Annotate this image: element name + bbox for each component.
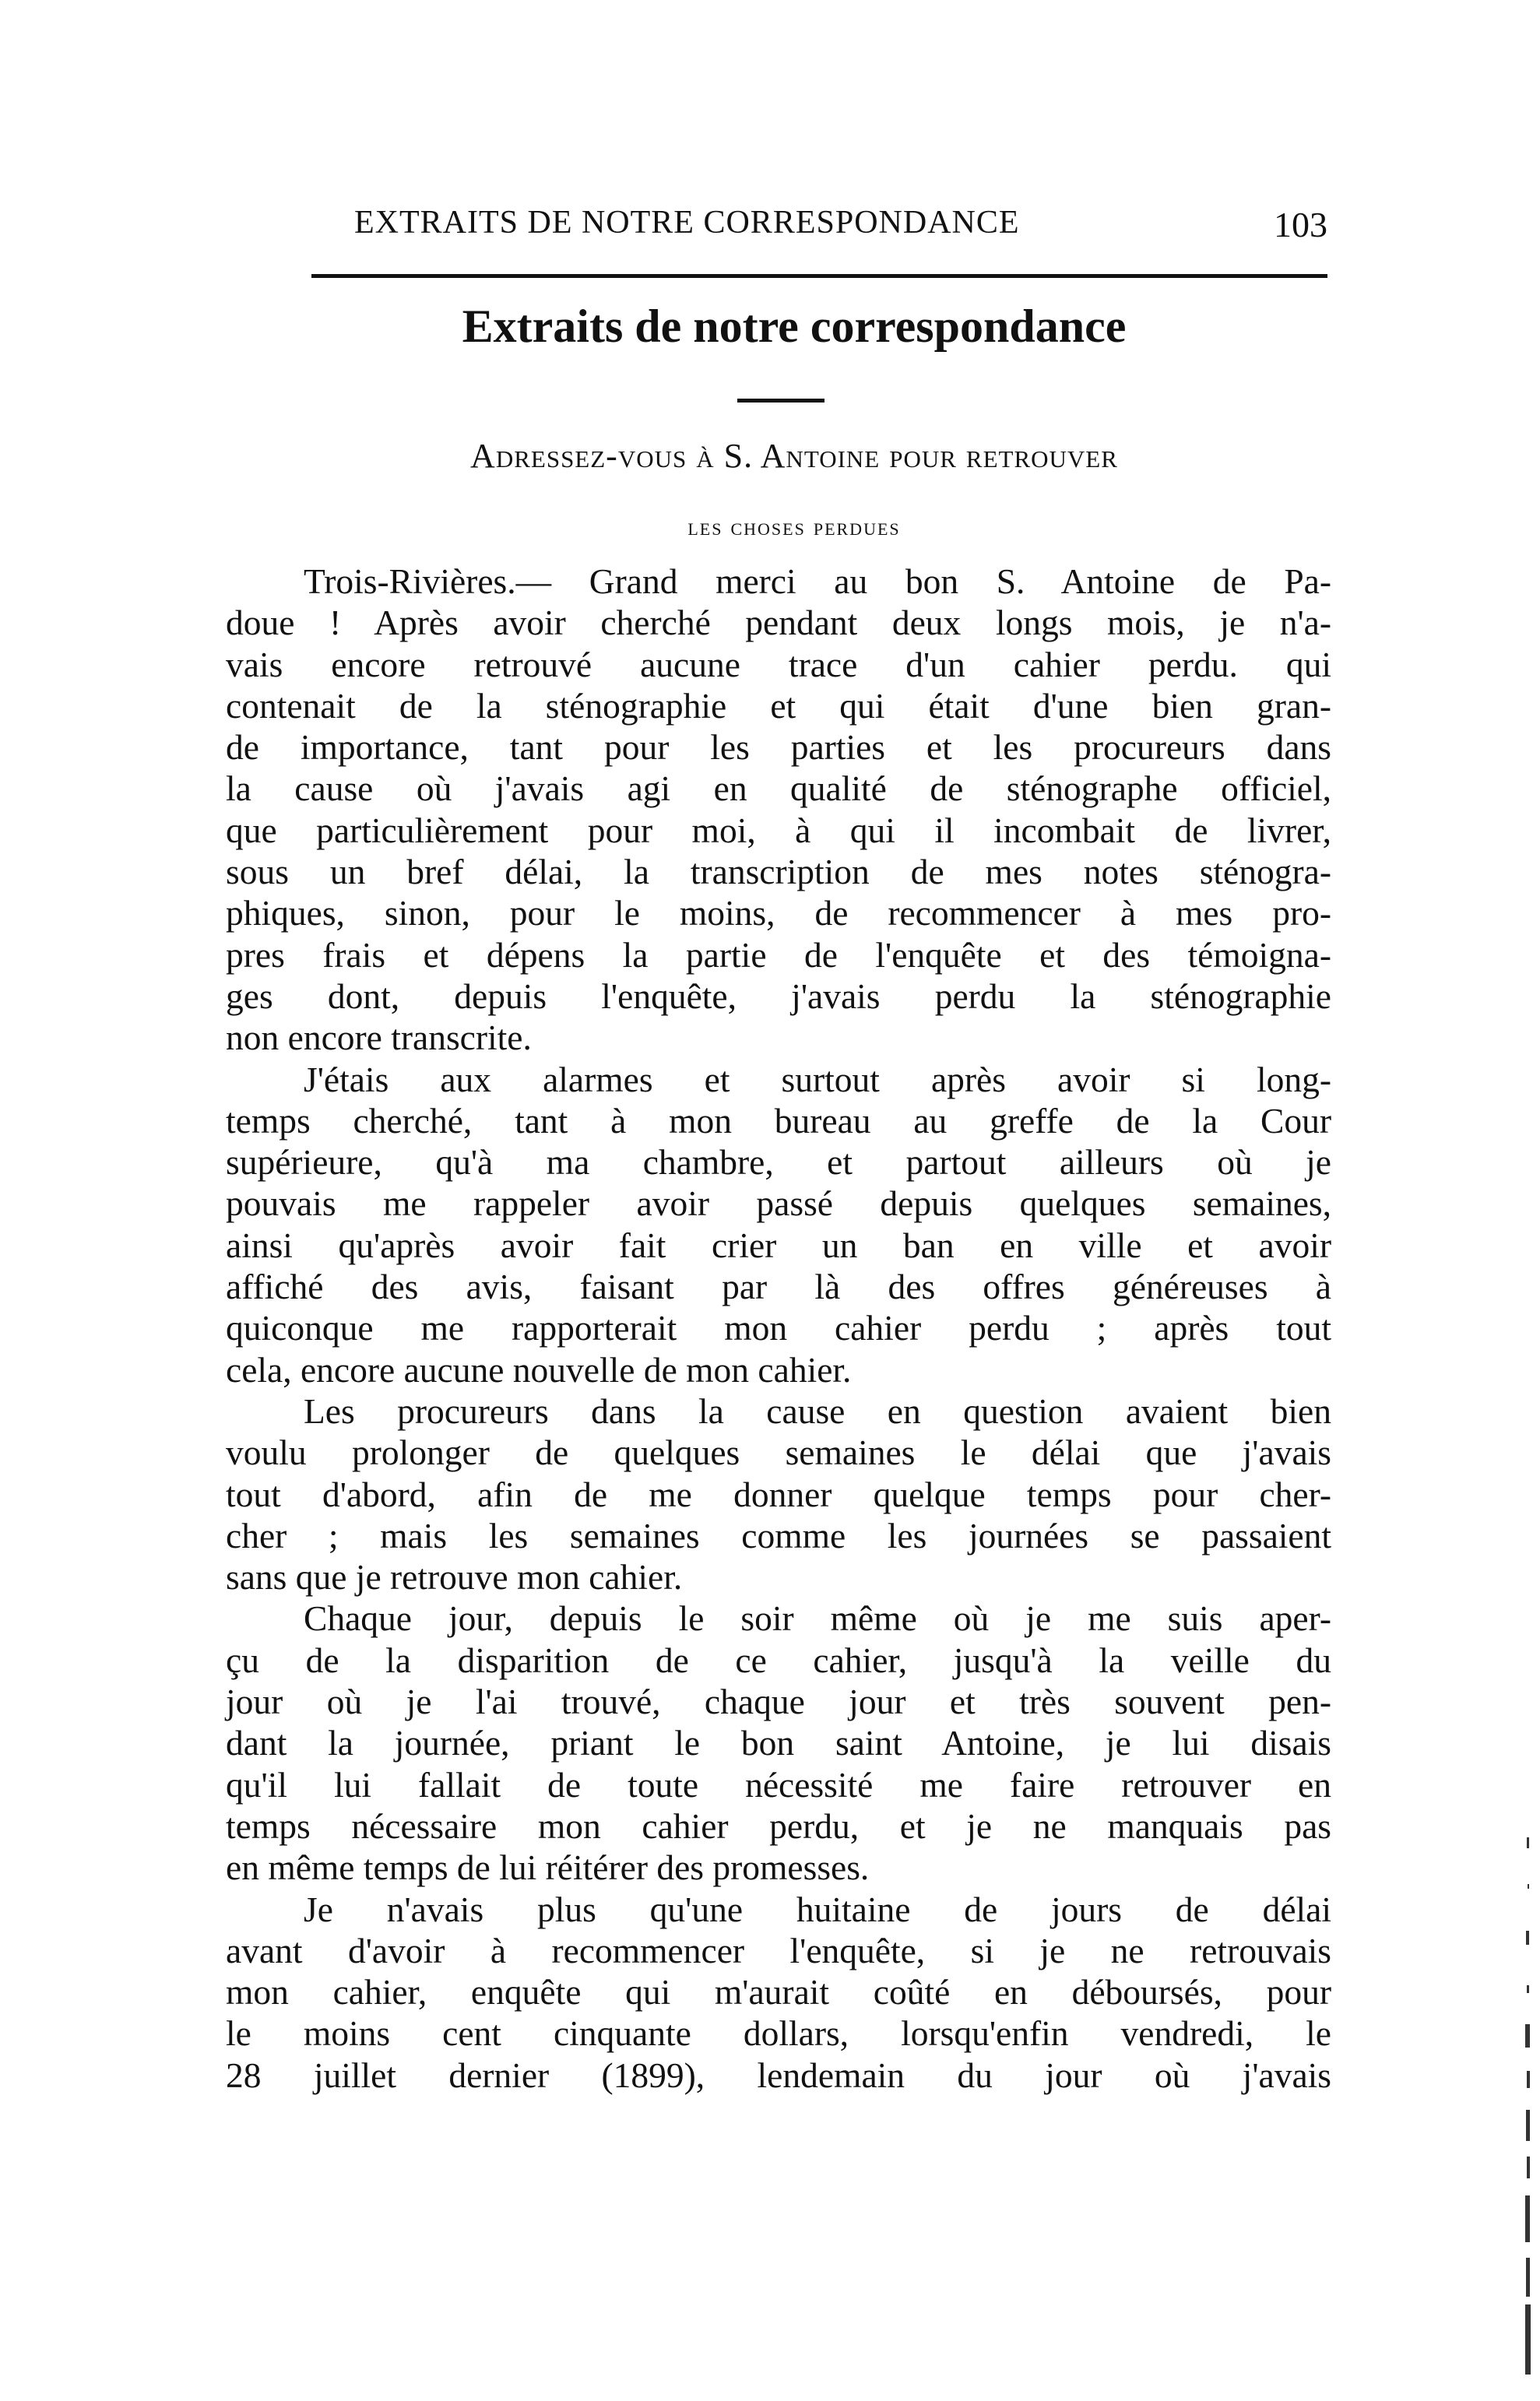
article-title: Extraits de notre correspondance [462,301,1127,352]
text-line: Trois-Rivières.— Grand merci au bon S. Antoine de Pa- [304,561,1331,601]
text-line: avant d'avoir à recommencer l'enquête, si je ne retrouvais [226,1930,1331,1970]
section-heading: Adressez-vous à S. Antoine pour retrouver [470,437,1118,475]
text-line: de importance, tant pour les parties et les procureurs dans [226,727,1331,768]
text-line: quiconque me rapporterait mon cahier perdu ; après tout [226,1308,1331,1348]
text-line: supérieure, qu'à ma chambre, et partout ailleurs où je [226,1142,1331,1183]
text-line: phiques, sinon, pour le moins, de recommencer à mes pro- [226,893,1331,933]
text-line: qu'il lui fallait de toute nécessité me faire retrouver en [226,1764,1331,1805]
text-line: Les procureurs dans la cause en question avaient bien [304,1390,1331,1431]
title-rule [737,399,824,403]
text-line: mon cahier, enquête qui m'aurait coûté en déboursés, pour [226,1972,1331,2013]
text-line: pres frais et dépens la partie de l'enquête et des témoigna- [226,934,1331,975]
text-line: contenait de la sténographie et qui était d'une bien gran- [226,685,1331,726]
text-line: non encore transcrite. [226,1018,532,1058]
text-line: le moins cent cinquante dollars, lorsqu'enfin vendredi, le [226,2013,1331,2054]
page-number: 103 [1274,205,1327,244]
text-line: dant la journée, priant le bon saint Antoine, je lui disais [226,1723,1331,1763]
text-line: vais encore retrouvé aucune trace d'un cahier perdu. qui [226,644,1331,684]
text-line: ges dont, depuis l'enquête, j'avais perdu la sténographie [226,976,1331,1016]
section-subheading: les choses perdues [687,512,901,540]
running-head [308,204,1327,251]
text-line: 28 juillet dernier (1899), lendemain du jour où j'avais [226,2055,1331,2095]
text-line: pouvais me rappeler avoir passé depuis quelques semaines, [226,1183,1331,1224]
text-line: cela, encore aucune nouvelle de mon cahier. [226,1349,852,1390]
header-rule [311,274,1327,278]
text-line: sans que je retrouve mon cahier. [226,1557,683,1598]
text-line: ainsi qu'après avoir fait crier un ban en ville et avoir [226,1225,1331,1265]
text-line: temps nécessaire mon cahier perdu, et je ne manquais pas [226,1805,1331,1846]
text-line: J'étais aux alarmes et surtout après avoir si long- [304,1059,1331,1099]
text-line: tout d'abord, afin de me donner quelque temps pour cher- [226,1474,1331,1514]
text-line: Chaque jour, depuis le soir même où je me suis aper- [304,1598,1331,1639]
text-line: temps cherché, tant à mon bureau au greffe de la Cour [226,1100,1331,1141]
text-line: çu de la disparition de ce cahier, jusqu'à la veille du [226,1640,1331,1680]
text-line: en même temps de lui réitérer des promesses. [226,1847,870,1888]
text-line: affiché des avis, faisant par là des offres généreuses à [226,1267,1331,1307]
text-line: la cause où j'avais agi en qualité de sténographe officiel, [226,768,1331,809]
scan-margin-specks [1522,1837,1536,2382]
running-title: EXTRAITS DE NOTRE CORRESPONDANCE [354,205,1020,241]
text-line: jour où je l'ai trouvé, chaque jour et très souvent pen- [226,1682,1331,1722]
text-line: Je n'avais plus qu'une huitaine de jours de délai [304,1889,1331,1929]
text-line: que particulièrement pour moi, à qui il incombait de livrer, [226,810,1331,850]
text-line: doue ! Après avoir cherché pendant deux longs mois, je n'a- [226,603,1331,643]
body-text [226,561,1331,2096]
text-line: cher ; mais les semaines comme les journées se passaient [226,1515,1331,1556]
text-line: voulu prolonger de quelques semaines le délai que j'avais [226,1433,1331,1473]
text-line: sous un bref délai, la transcription de mes notes sténogra- [226,852,1331,892]
